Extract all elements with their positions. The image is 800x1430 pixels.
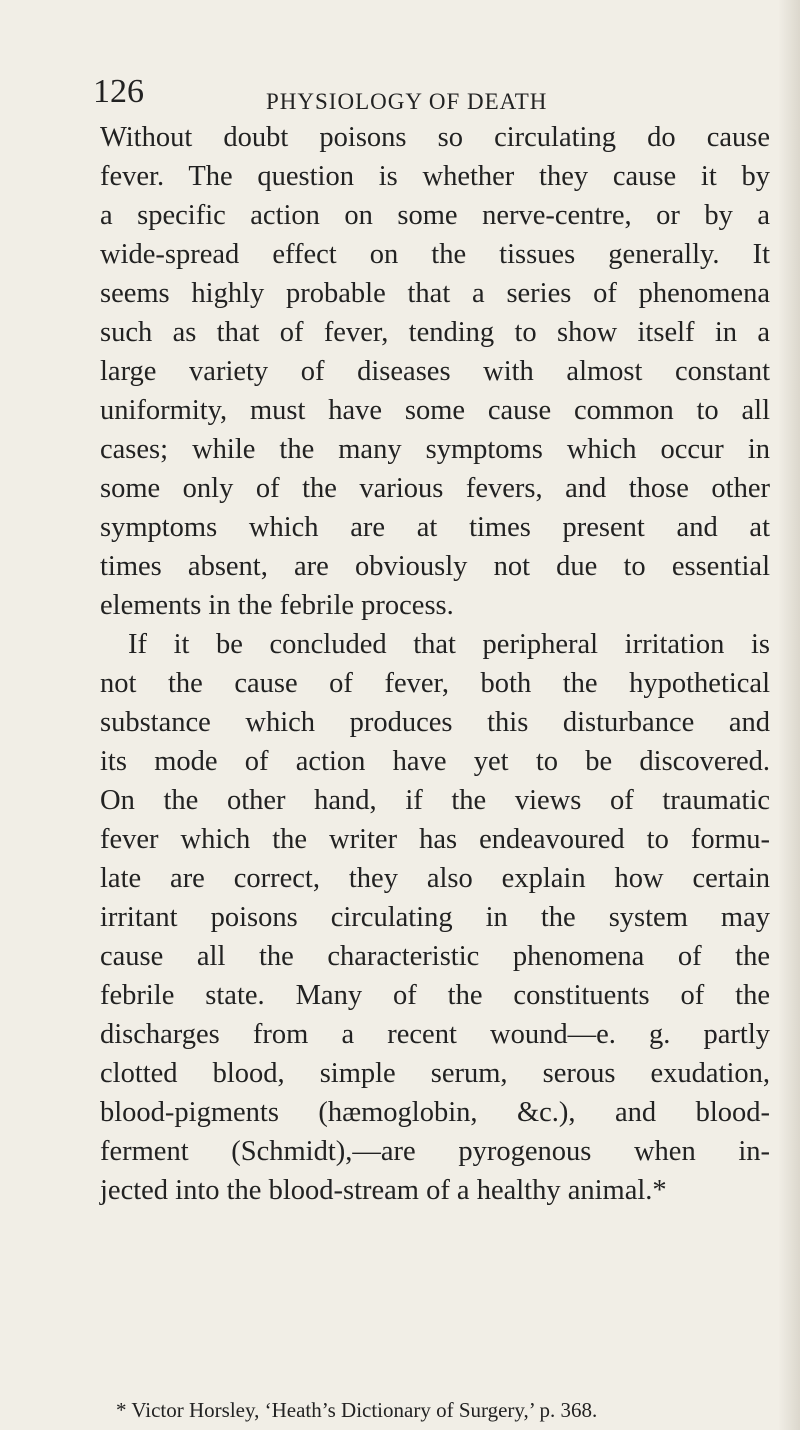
text-line: some only of the various fevers, and those other [100,473,770,504]
text-line: fever. The question is whether they cause it by [100,161,770,192]
running-title: PHYSIOLOGY OF DEATH [266,89,548,114]
text-line: irritant poisons circulating in the system may [100,902,770,933]
text-line: uniformity, must have some cause common to all [100,395,770,426]
text-line: late are correct, they also explain how certain [100,863,770,894]
text-line: seems highly probable that a series of phenomena [100,278,770,309]
text-line: wide-spread effect on the tissues generally. It [100,239,770,270]
text-line: Without doubt poisons so circulating do cause [100,122,770,153]
text-line: times absent, are obviously not due to essential [100,551,770,582]
text-line: fever which the writer has endeavoured to formu- [100,824,770,855]
text-line: febrile state. Many of the constituents of the [100,980,770,1011]
text-line: such as that of fever, tending to show itself in a [100,317,770,348]
text-line: not the cause of fever, both the hypothetical [100,668,770,699]
text-line: symptoms which are at times present and at [100,512,770,543]
text-line: substance which produces this disturbance and [100,707,770,738]
text-line: clotted blood, simple serum, serous exudation, [100,1058,770,1089]
text-line: On the other hand, if the views of traumatic [100,785,770,816]
footnote: * Victor Horsley, ‘Heath’s Dictionary of Surgery,’ p. 368. [116,1398,598,1422]
text-line: discharges from a recent wound—e. g. partly [100,1019,770,1050]
text-line: large variety of diseases with almost constant [100,356,770,387]
text-line: elements in the febrile process. [100,590,454,621]
text-line: its mode of action have yet to be discovered. [100,746,770,777]
text-line: jected into the blood-stream of a healthy animal.* [100,1175,667,1206]
text-line: ferment (Schmidt),—are pyrogenous when in- [100,1136,770,1167]
text-line: cases; while the many symptoms which occur in [100,434,770,465]
text-line: If it be concluded that peripheral irritation is [128,629,770,660]
body-text [100,118,770,1210]
page-number: 126 [93,73,144,110]
text-line: blood-pigments (hæmoglobin, &c.), and blood- [100,1097,770,1128]
text-line: a specific action on some nerve-centre, or by a [100,200,770,231]
text-line: cause all the characteristic phenomena of the [100,941,770,972]
page-edge-shadow [778,0,800,1430]
